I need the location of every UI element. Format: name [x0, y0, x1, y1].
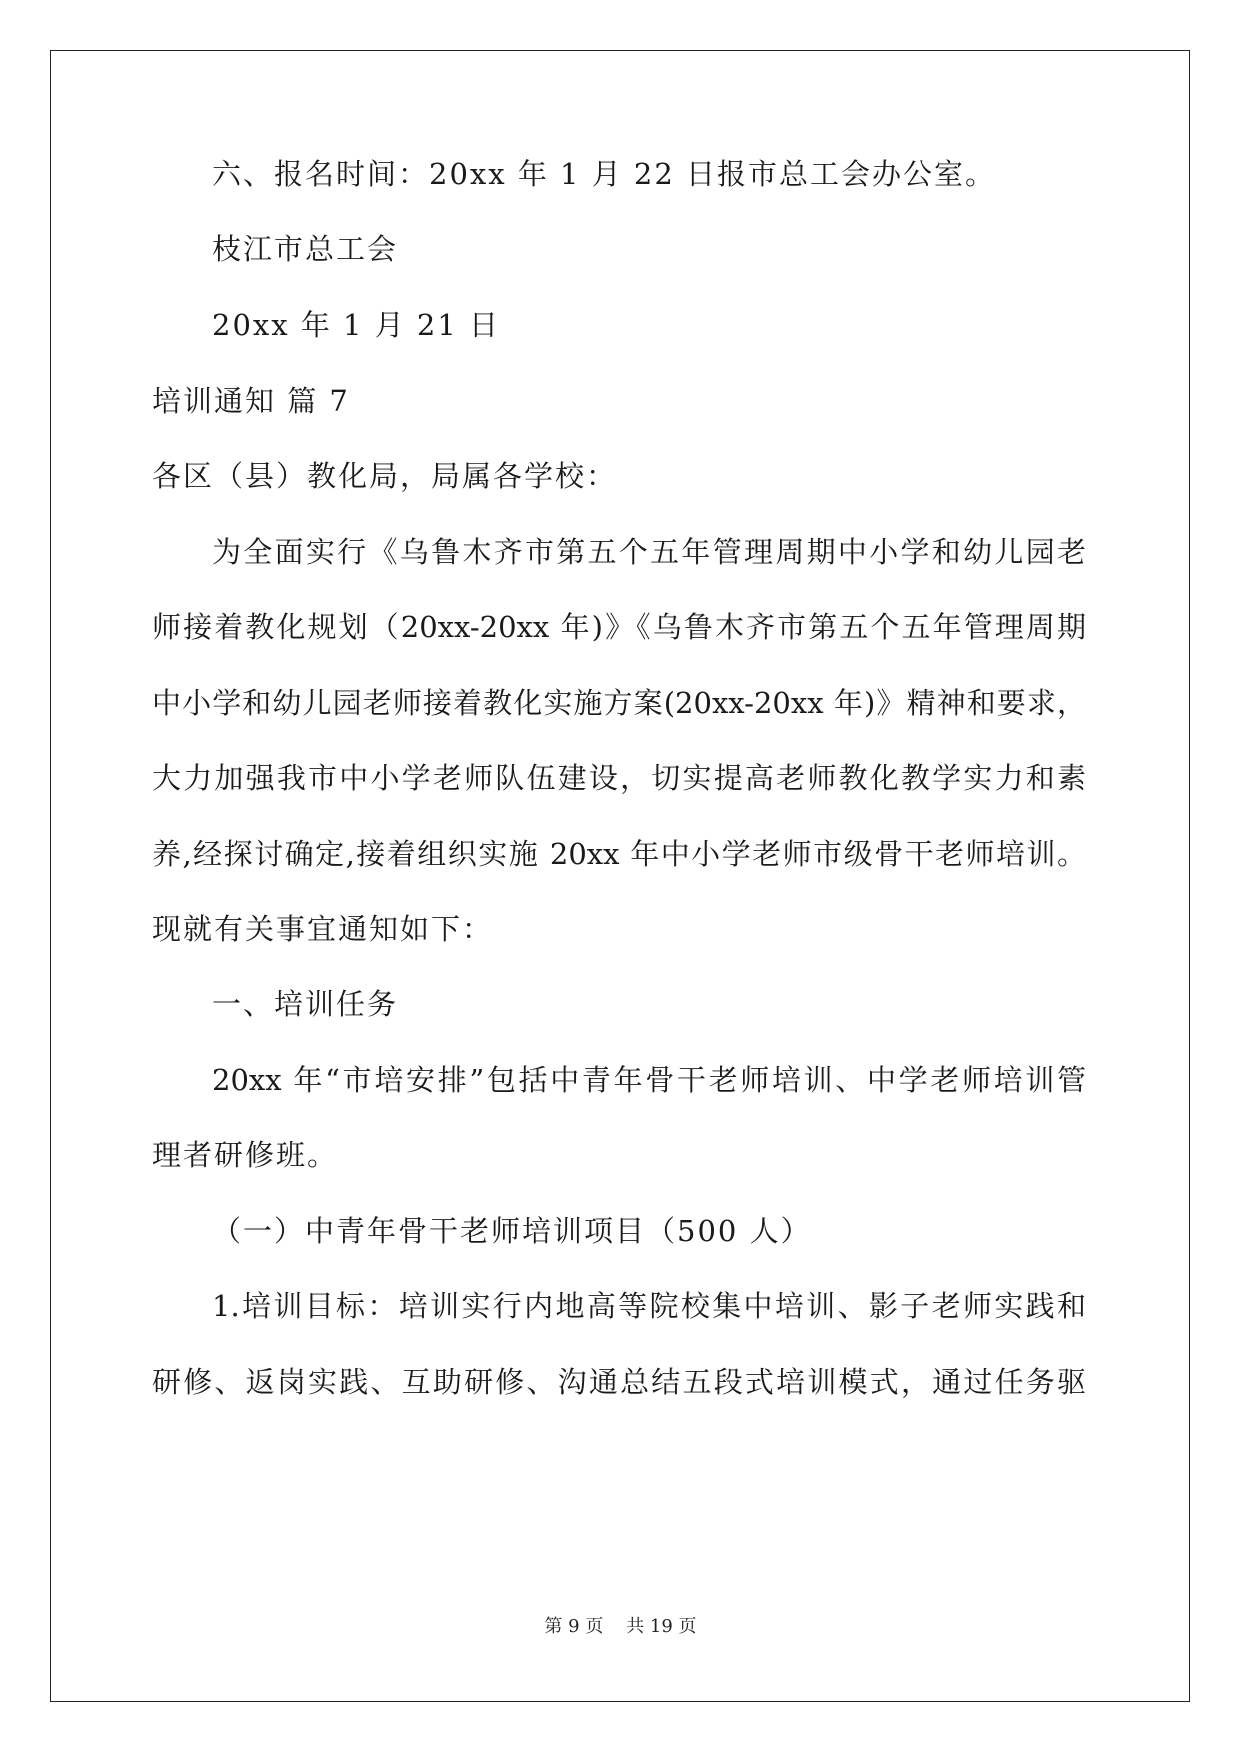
subheading-project-one: （一）中青年骨干老师培训项目（500 人）	[212, 1214, 812, 1248]
section-heading: 培训通知 篇 7	[152, 384, 350, 418]
page-number-footer: 第 9 页 共 19 页	[544, 1616, 697, 1637]
subheading-training-tasks: 一、培训任务	[212, 987, 399, 1021]
page-border	[50, 50, 1190, 1702]
text-line-registration-time: 六、报名时间：20xx 年 1 月 22 日报市总工会办公室。	[212, 157, 997, 191]
text-line-para2-2: 理者研修班。	[152, 1138, 339, 1172]
text-line-para1-1: 为全面实行《乌鲁木齐市第五个五年管理周期中小学和幼儿园老	[212, 535, 1086, 569]
text-line-para3-1: 1.培训目标：培训实行内地高等院校集中培训、影子老师实践和	[212, 1289, 1086, 1323]
text-line-para1-2: 师接着教化规划（20xx-20xx 年)》《乌鲁木齐市第五个五年管理周期	[152, 610, 1086, 644]
text-line-para1-3: 中小学和幼儿园老师接着教化实施方案(20xx-20xx 年)》精神和要求，	[152, 686, 1086, 720]
text-line-para1-4: 大力加强我市中小学老师队伍建设，切实提高老师教化教学实力和素	[152, 761, 1086, 795]
text-line-para1-6: 现就有关事宜通知如下：	[152, 912, 494, 946]
text-line-addressee: 各区（县）教化局，局属各学校：	[152, 459, 618, 493]
text-line-para3-2: 研修、返岗实践、互助研修、沟通总结五段式培训模式，通过任务驱	[152, 1365, 1086, 1399]
text-line-para1-5: 养,经探讨确定,接着组织实施 20xx 年中小学老师市级骨干老师培训。	[152, 837, 1086, 871]
text-line-para2-1: 20xx 年“市培安排”包括中青年骨干老师培训、中学老师培训管	[212, 1063, 1086, 1097]
text-line-date: 20xx 年 1 月 21 日	[212, 308, 501, 342]
text-line-issuer: 枝江市总工会	[212, 232, 399, 266]
